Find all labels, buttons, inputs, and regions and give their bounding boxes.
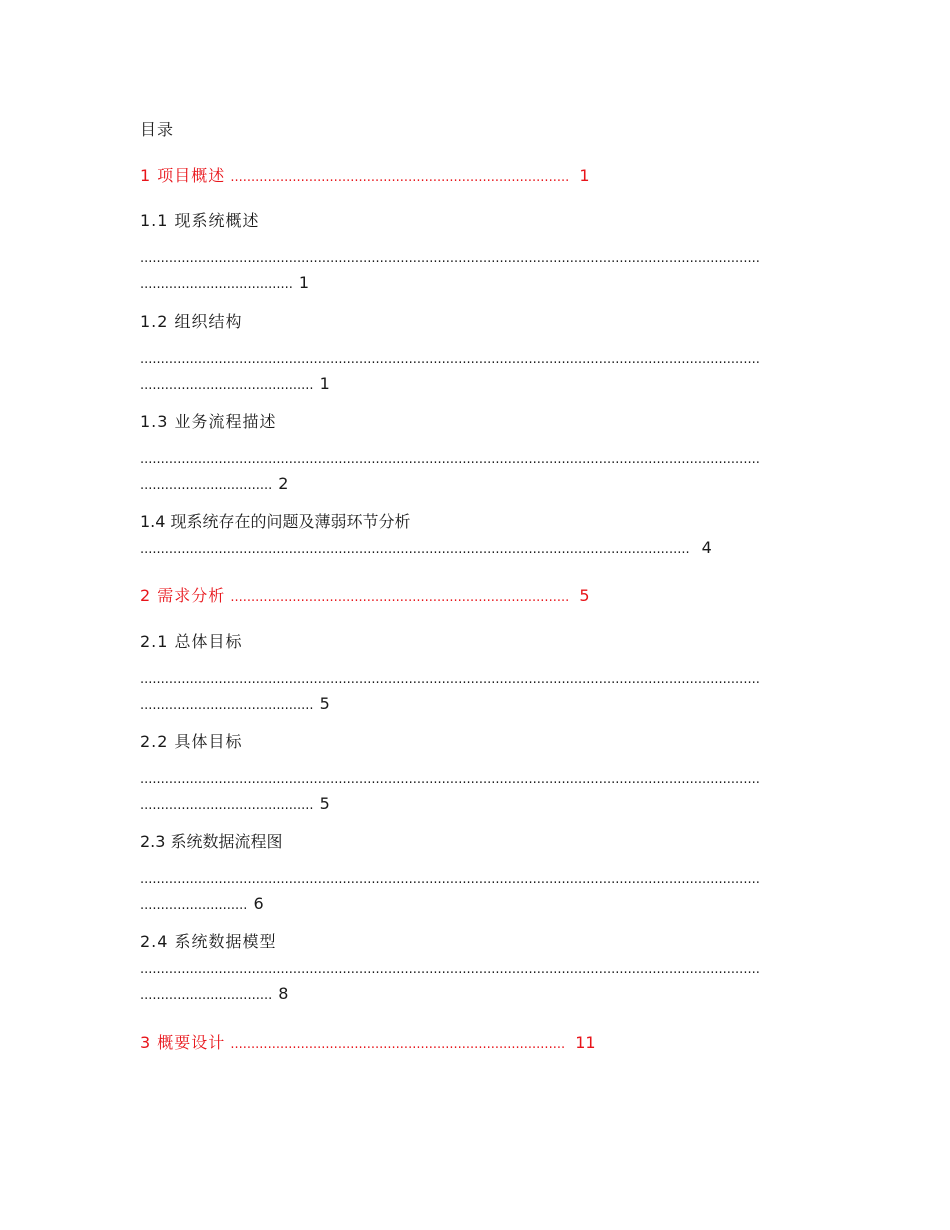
toc-entry-1[interactable]: [140, 166, 810, 186]
toc-entry-1-2[interactable]: [140, 312, 810, 394]
toc-entry-page-number: 2: [278, 474, 289, 493]
toc-entry-page-number: 6: [253, 894, 264, 913]
toc-entry-heading: 3 概要设计: [140, 1033, 226, 1052]
toc-leader-dots: .................................................................................: [230, 1037, 570, 1052]
toc-entry-1-1[interactable]: [140, 211, 810, 293]
toc-leader-dots: ......................................................................................................................................................: [140, 352, 760, 367]
toc-leader-dots: ......................................................................................................................................................: [140, 672, 760, 687]
toc-leader-dots: ..........................: [140, 898, 248, 913]
toc-entry-heading: 2.2 具体目标: [140, 732, 243, 751]
toc-entry-page-number: 1: [319, 374, 330, 393]
toc-leader-dots: ................................: [140, 478, 273, 493]
toc-leader-dots: .....................................: [140, 277, 293, 292]
toc-entry-heading: 1.2 组织结构: [140, 312, 243, 331]
toc-entry-page-number: 5: [319, 794, 330, 813]
toc-entry-page-number: 11: [575, 1033, 596, 1052]
toc-entry-page-number: 1: [298, 273, 310, 292]
toc-entry-1-3[interactable]: [140, 412, 810, 494]
toc-entry-page-number: 8: [278, 984, 289, 1003]
toc-leader-dots: ..........................................: [140, 378, 314, 393]
toc-entry-2-1[interactable]: [140, 632, 810, 714]
toc-entry-page-number: 5: [579, 586, 590, 605]
toc-leader-dots: ................................: [140, 988, 273, 1003]
toc-leader-dots: ..........................................: [140, 798, 314, 813]
toc-leader-dots: ......................................................................................................................................................: [140, 962, 760, 977]
toc-entry-heading: 1.1 现系统概述: [140, 211, 260, 230]
toc-leader-dots: ..................................................................................: [230, 170, 574, 185]
toc-entry-page-number: 4: [701, 538, 712, 557]
toc-entry-2-2[interactable]: [140, 732, 810, 814]
toc-entry-2[interactable]: [140, 586, 810, 606]
toc-entry-heading: 1.3 业务流程描述: [140, 412, 277, 431]
toc-entry-1-4[interactable]: [140, 512, 810, 558]
toc-leader-dots: ......................................................................................................................................................: [140, 872, 760, 887]
toc-entry-heading: 2.3 系统数据流程图: [140, 832, 283, 851]
toc-entry-heading: 2.4 系统数据模型: [140, 932, 277, 951]
toc-leader-dots: ......................................................................................................................................................: [140, 452, 760, 467]
toc-entry-page-number: 1: [579, 166, 590, 185]
toc-leader-dots: ......................................................................................................................................................: [140, 772, 760, 787]
toc-entry-3[interactable]: [140, 1033, 810, 1053]
toc-leader-dots: ..................................................................................: [230, 590, 574, 605]
toc-entry-heading: 2.1 总体目标: [140, 632, 243, 651]
toc-leader-dots: ..........................................: [140, 698, 314, 713]
toc-leader-dots: ......................................................................................................................................................: [140, 251, 760, 266]
toc-entry-heading: 1 项目概述: [140, 166, 226, 185]
toc-entry-heading: 1.4 现系统存在的问题及薄弱环节分析: [140, 512, 411, 531]
toc-entry-heading: 2 需求分析: [140, 586, 226, 605]
toc-entry-2-3[interactable]: [140, 832, 810, 914]
toc-title: 目录: [140, 120, 175, 139]
toc-entry-page-number: 5: [319, 694, 330, 713]
toc-entry-2-4[interactable]: [140, 932, 810, 1004]
toc-leader-dots: .....................................................................................................................................: [140, 542, 690, 557]
